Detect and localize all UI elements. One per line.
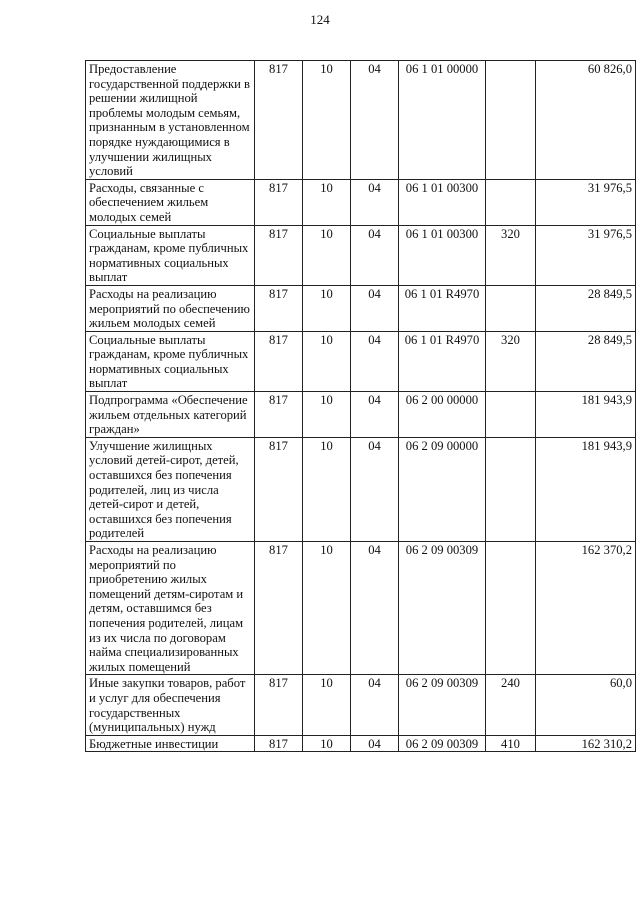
cell-target-article: 06 2 09 00309 bbox=[399, 735, 486, 752]
cell-name: Расходы на реализацию мероприятий по приобретению жилых помещений детям-сиротам и детям, оставшимся без попечения родителей, лицам из их числа по договорам найма специализированных жилых помещений bbox=[86, 542, 255, 675]
cell-target-article: 06 1 01 00300 bbox=[399, 179, 486, 225]
cell-name: Расходы, связанные с обеспечением жильем молодых семей bbox=[86, 179, 255, 225]
cell-subsection: 04 bbox=[351, 392, 399, 438]
cell-name: Подпрограмма «Обеспечение жильем отдельных категорий граждан» bbox=[86, 392, 255, 438]
cell-expense-type: 410 bbox=[486, 735, 536, 752]
cell-target-article: 06 2 09 00309 bbox=[399, 675, 486, 735]
cell-name: Социальные выплаты гражданам, кроме публичных нормативных социальных выплат bbox=[86, 331, 255, 391]
cell-target-article: 06 2 09 00309 bbox=[399, 542, 486, 675]
cell-amount: 28 849,5 bbox=[536, 285, 636, 331]
cell-section: 10 bbox=[303, 675, 351, 735]
cell-expense-type bbox=[486, 437, 536, 541]
cell-expense-type bbox=[486, 542, 536, 675]
cell-amount: 162 310,2 bbox=[536, 735, 636, 752]
cell-amount: 60,0 bbox=[536, 675, 636, 735]
cell-target-article: 06 1 01 00000 bbox=[399, 61, 486, 180]
cell-expense-type bbox=[486, 61, 536, 180]
cell-department-code: 817 bbox=[255, 285, 303, 331]
cell-department-code: 817 bbox=[255, 735, 303, 752]
cell-section: 10 bbox=[303, 437, 351, 541]
cell-subsection: 04 bbox=[351, 225, 399, 285]
cell-expense-type bbox=[486, 285, 536, 331]
cell-name: Предоставление государственной поддержки в решении жилищной проблемы молодым семьям, признанным в установленном порядке нуждающимися в улучшении жилищных условий bbox=[86, 61, 255, 180]
budget-table bbox=[85, 60, 636, 752]
cell-amount: 162 370,2 bbox=[536, 542, 636, 675]
cell-section: 10 bbox=[303, 61, 351, 180]
cell-department-code: 817 bbox=[255, 437, 303, 541]
cell-subsection: 04 bbox=[351, 179, 399, 225]
table-row bbox=[86, 61, 636, 180]
table-row bbox=[86, 675, 636, 735]
table-row bbox=[86, 437, 636, 541]
cell-name: Улучшение жилищных условий детей-сирот, детей, оставшихся без попечения родителей, лиц из числа детей-сирот и детей, оставшихся без попечения родителей bbox=[86, 437, 255, 541]
table-row bbox=[86, 225, 636, 285]
cell-target-article: 06 1 01 00300 bbox=[399, 225, 486, 285]
cell-subsection: 04 bbox=[351, 542, 399, 675]
cell-name: Иные закупки товаров, работ и услуг для обеспечения государственных (муниципальных) нужд bbox=[86, 675, 255, 735]
cell-department-code: 817 bbox=[255, 675, 303, 735]
cell-target-article: 06 2 00 00000 bbox=[399, 392, 486, 438]
cell-target-article: 06 1 01 R4970 bbox=[399, 331, 486, 391]
cell-expense-type: 320 bbox=[486, 225, 536, 285]
table-row bbox=[86, 542, 636, 675]
page-number: 124 bbox=[310, 12, 330, 27]
cell-section: 10 bbox=[303, 285, 351, 331]
cell-amount: 31 976,5 bbox=[536, 179, 636, 225]
cell-expense-type: 240 bbox=[486, 675, 536, 735]
table-row bbox=[86, 179, 636, 225]
cell-section: 10 bbox=[303, 542, 351, 675]
cell-amount: 181 943,9 bbox=[536, 392, 636, 438]
cell-subsection: 04 bbox=[351, 285, 399, 331]
cell-amount: 60 826,0 bbox=[536, 61, 636, 180]
cell-section: 10 bbox=[303, 179, 351, 225]
cell-subsection: 04 bbox=[351, 61, 399, 180]
cell-subsection: 04 bbox=[351, 675, 399, 735]
cell-subsection: 04 bbox=[351, 437, 399, 541]
cell-amount: 31 976,5 bbox=[536, 225, 636, 285]
table-row bbox=[86, 735, 636, 752]
table-row bbox=[86, 331, 636, 391]
cell-section: 10 bbox=[303, 225, 351, 285]
cell-department-code: 817 bbox=[255, 179, 303, 225]
cell-section: 10 bbox=[303, 331, 351, 391]
cell-name: Социальные выплаты гражданам, кроме публичных нормативных социальных выплат bbox=[86, 225, 255, 285]
cell-subsection: 04 bbox=[351, 331, 399, 391]
cell-expense-type: 320 bbox=[486, 331, 536, 391]
cell-name: Бюджетные инвестиции bbox=[86, 735, 255, 752]
cell-department-code: 817 bbox=[255, 225, 303, 285]
table-row bbox=[86, 392, 636, 438]
cell-section: 10 bbox=[303, 735, 351, 752]
cell-department-code: 817 bbox=[255, 542, 303, 675]
cell-expense-type bbox=[486, 179, 536, 225]
cell-target-article: 06 1 01 R4970 bbox=[399, 285, 486, 331]
budget-table-body bbox=[86, 61, 636, 752]
cell-amount: 28 849,5 bbox=[536, 331, 636, 391]
table-row bbox=[86, 285, 636, 331]
cell-name: Расходы на реализацию мероприятий по обеспечению жильем молодых семей bbox=[86, 285, 255, 331]
cell-expense-type bbox=[486, 392, 536, 438]
cell-department-code: 817 bbox=[255, 331, 303, 391]
cell-amount: 181 943,9 bbox=[536, 437, 636, 541]
cell-department-code: 817 bbox=[255, 61, 303, 180]
cell-section: 10 bbox=[303, 392, 351, 438]
cell-department-code: 817 bbox=[255, 392, 303, 438]
cell-target-article: 06 2 09 00000 bbox=[399, 437, 486, 541]
cell-subsection: 04 bbox=[351, 735, 399, 752]
